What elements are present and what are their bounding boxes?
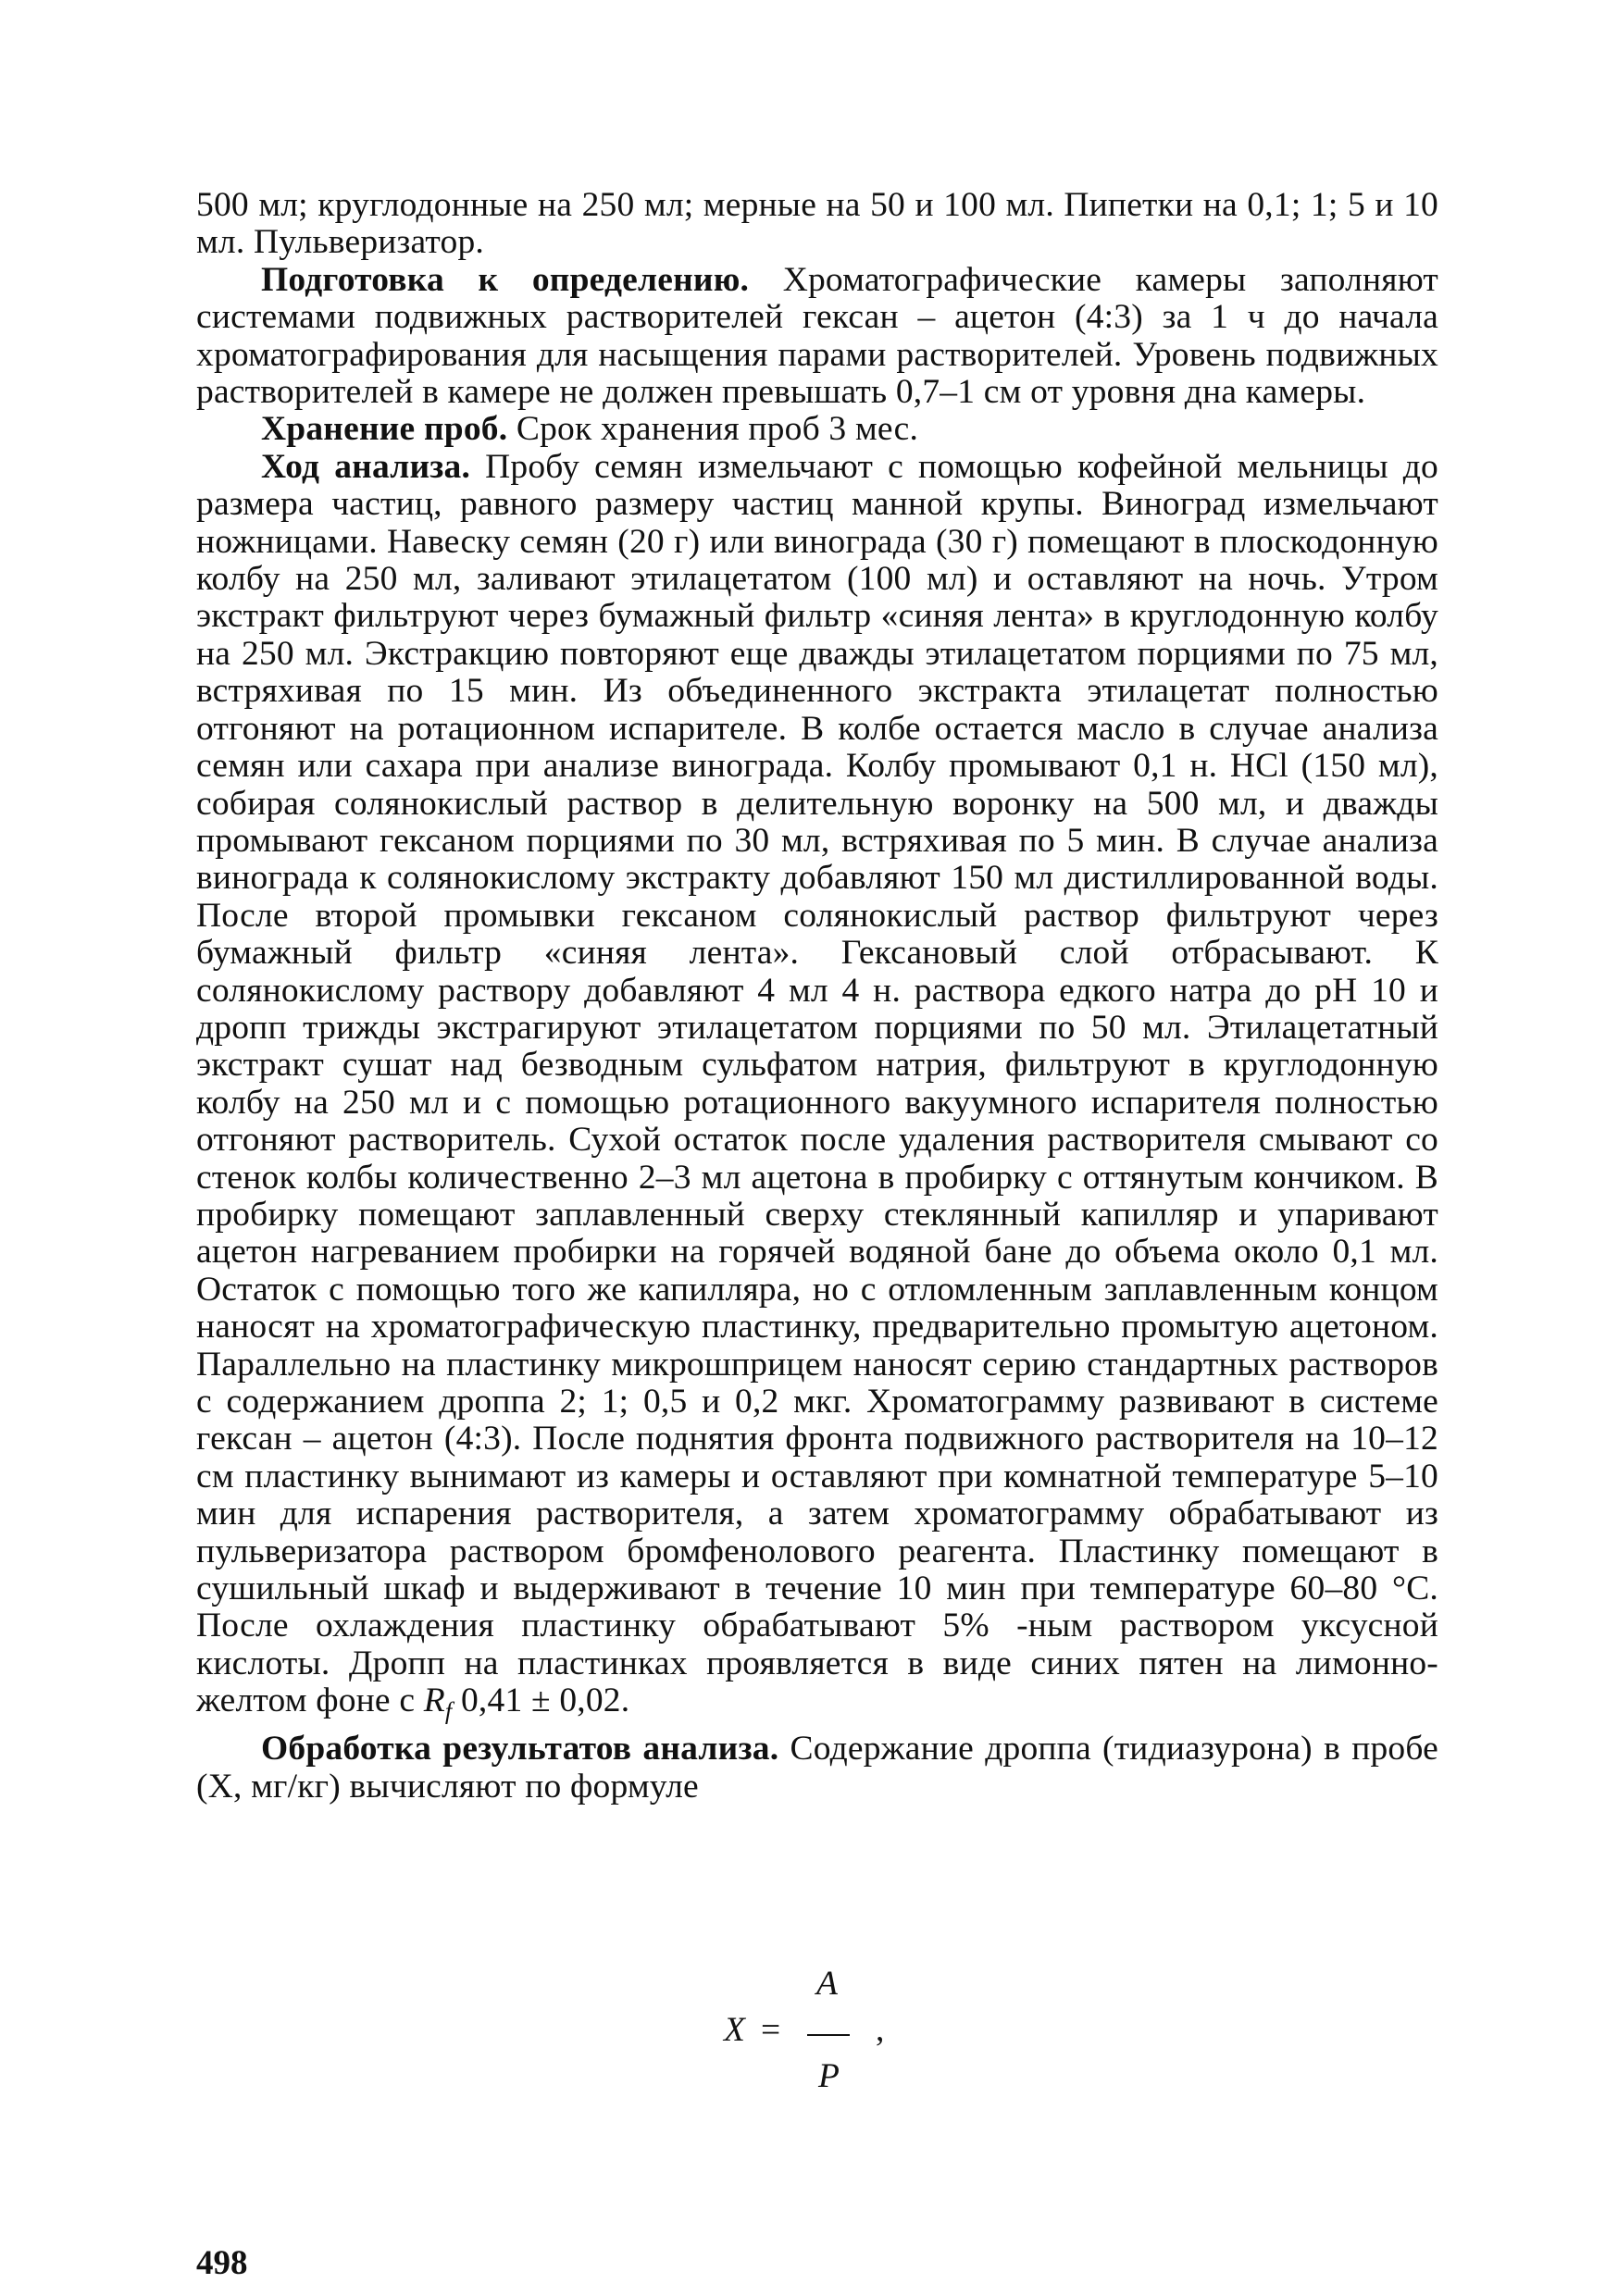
paragraph-storage — [196, 411, 1438, 448]
paragraph-preparation — [196, 262, 1438, 412]
formula-fraction-bar — [807, 2034, 850, 2036]
rf-subscript: f — [444, 1697, 453, 1725]
storage-text: Срок хранения проб 3 мес. — [516, 410, 919, 449]
heading-results: Обработка результатов анализа. — [261, 1730, 779, 1769]
paragraph-results — [196, 1731, 1438, 1806]
results-text: Содержание дроппа (тидиазурона) в пробе (X, мг/кг) вычисляют по формуле — [196, 1730, 1438, 1806]
page-number: 498 — [196, 2244, 248, 2282]
formula — [703, 1960, 981, 2108]
paragraph-analysis — [196, 449, 1438, 1731]
heading-analysis: Ход анализа. — [261, 447, 471, 486]
heading-storage: Хранение проб. — [261, 410, 508, 449]
rf-value: 0,41 ± 0,02. — [460, 1682, 630, 1720]
page-body-text — [196, 187, 1438, 1806]
formula-denominator: P — [818, 2057, 840, 2095]
rf-symbol: R — [423, 1682, 445, 1720]
preparation-text: Хроматографические камеры заполняют системами подвижных растворителей гексан – ацетон (4:3) за 1 ч до начала хроматографирования для насыщения парами растворителей. Уровень подвижных растворителей в камере не должен превышать 0,7–1 см от уровня дна камеры. — [196, 260, 1439, 412]
formula-equals: = — [761, 2011, 781, 2049]
heading-preparation: Подготовка к определению. — [261, 260, 750, 299]
paragraph-equipment: 500 мл; круглодонные на 250 мл; мерные на 50 и 100 мл. Пипетки на 0,1; 1; 5 и 10 мл. Пульверизатор. — [196, 186, 1438, 262]
formula-numerator: A — [816, 1965, 838, 2003]
formula-lhs: X — [724, 2011, 745, 2049]
analysis-text: Пробу семян измельчают с помощью кофейной мельницы до размера частиц, равного размеру частиц манной крупы. Виноград измельчают ножницами. Навеску семян (20 г) или винограда (30 г) помещают в плоскодонную колбу на 250 мл, заливают этилацетатом (100 мл) и оставляют на ночь. Утром экстракт фильтруют через бумажный фильтр «синяя лента» в круглодонную колбу на 250 мл. Экстракцию повторяют еще дважды этилацетатом порциями по 75 мл, встряхивая по 15 мин. Из объединенного экстракта этилацетат полностью отгоняют на ротационном испарителе. В колбе остается масло в случае анализа семян или сахара при анализе винограда. Колбу промывают 0,1 н. HCl (150 мл), собирая солянокислый раствор в делительную воронку на 500 мл, и дважды промывают гексаном порциями по 30 мл, встряхивая по 5 мин. В случае анализа винограда к солянокислому экстракту добавляют 150 мл дистиллированной воды. После второй промывки гексаном солянокислый раствор фильтруют через бумажный фильтр «синяя лента». Гексановый слой отбрасывают. К солянокислому раствору добавляют 4 мл 4 н. раствора едкого натра до pH 10 и дропп трижды экстрагируют этилацетатом порциями по 50 мл. Этилацетатный экстракт сушат над безводным сульфатом натрия, фильтруют в круглодонную колбу на 250 мл и с помощью ротационного вакуумного испарителя полностью отгоняют растворитель. Сухой остаток после удаления растворителя смывают со стенок колбы количественно 2–3 мл ацетона в пробирку с оттянутым кончиком. В пробирку помещают заплавленный сверху стеклянный капилляр и упаривают ацетон нагреванием пробирки на горячей водяной бане до объема около 0,1 мл. Остаток с помощью того же капилляра, но с отломленным заплавленным концом наносят на хроматографическую пластинку, предварительно промытую ацетоном. Параллельно на пластинку микрошприцем наносят серию стандартных растворов с содержанием дроппа 2; 1; 0,5 и 0,2 мкг. Хроматограмму развивают в системе гексан – ацетон (4:3). После поднятия фронта подвижного растворителя на 10–12 см пластинку вынимают из камеры и оставляют при комнатной температуре 5–10 мин для испарения растворителя, а затем хроматограмму обрабатывают из пульверизатора раствором бромфенолового реагента. Пластинку помещают в сушильный шкаф и выдерживают в течение 10 мин при температуре 60–80 °С. После охлаждения пластинку обрабатывают 5% -ным раствором уксусной кислоты. Дропп на пластинках проявляется в виде синих пятен на лимонно-желтом фоне с — [196, 447, 1438, 1720]
formula-comma: , — [876, 2011, 885, 2049]
